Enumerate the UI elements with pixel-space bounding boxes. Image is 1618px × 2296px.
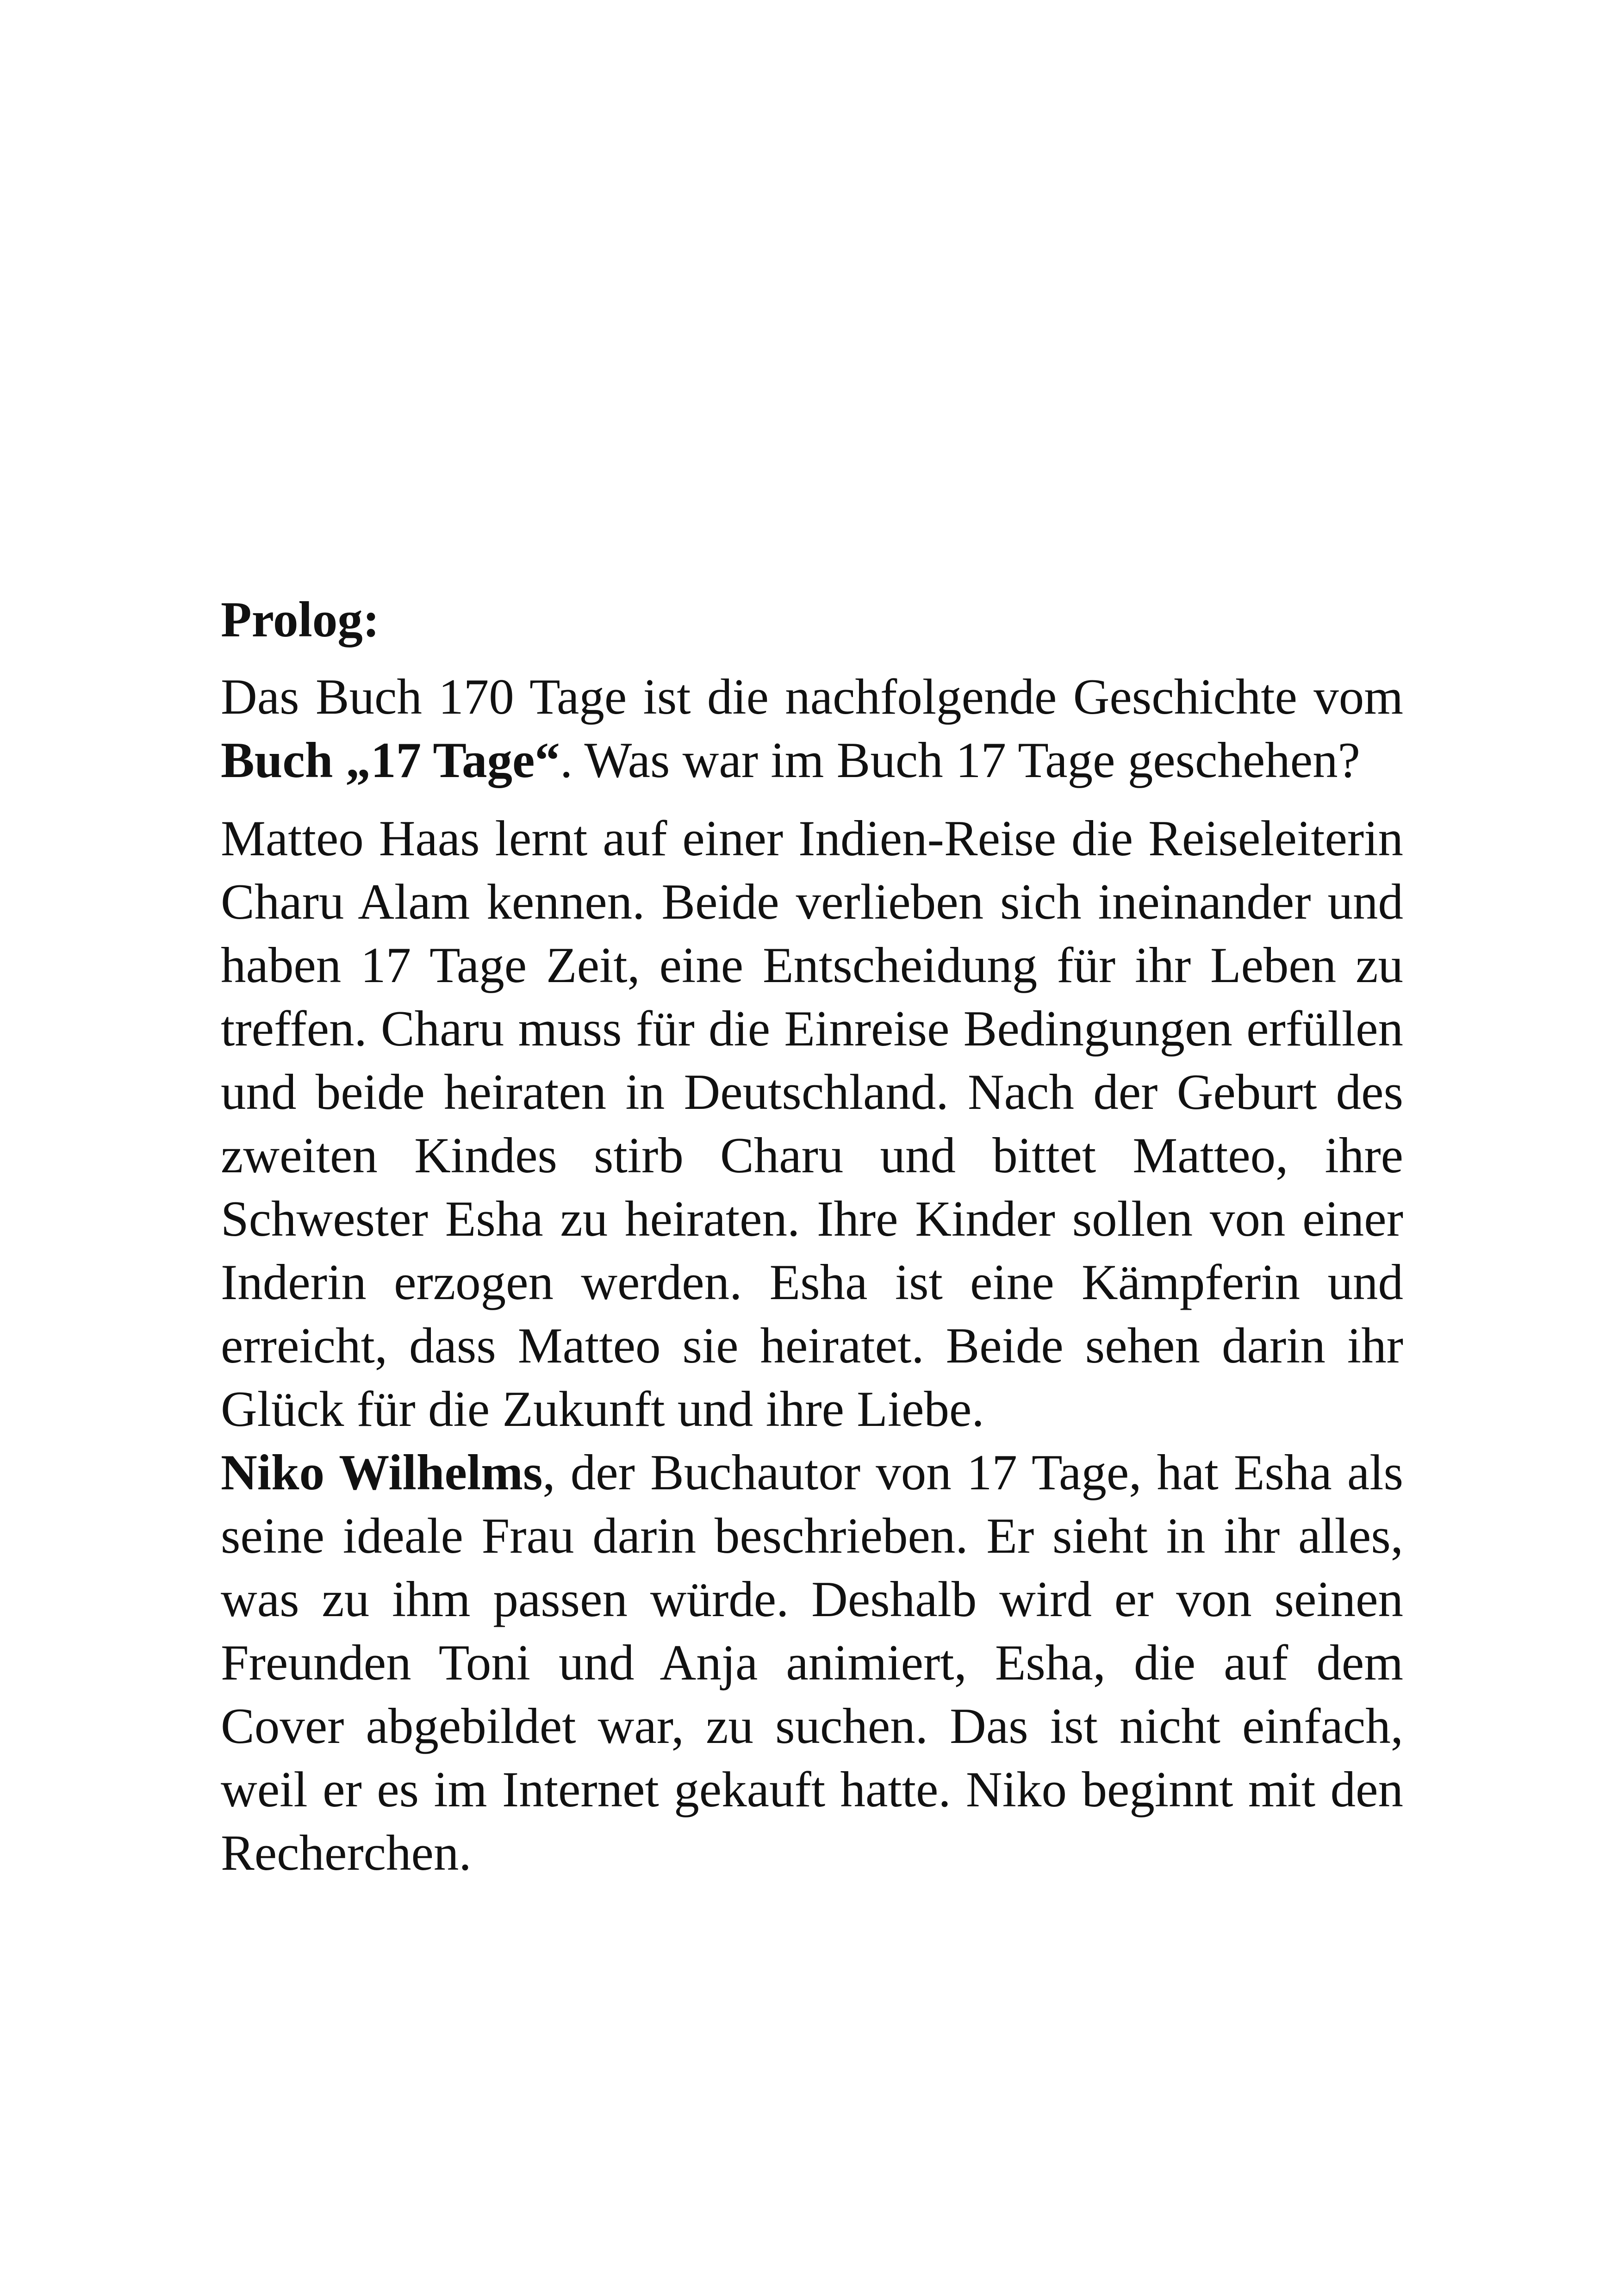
summary-paragraph: Matteo Haas lernt auf einer Indien-Reise die Reiseleiterin Charu Alam kennen. Beide verlieben sich ineinander und haben 17 Tage Zeit, eine Entscheidung für ihr Leben zu treffen. Charu muss für die Einreise Bedingungen erfüllen und beide heiraten in Deutschland. Nach der Geburt des zweiten Kindes stirb Charu und bittet Matteo, ihre Schwester Esha zu heiraten. Ihre Kinder sollen von einer Inderin erzogen werden. Esha ist eine Kämpferin und erreicht, dass Matteo sie heiratet. Beide sehen darin ihr Glück für die Zukunft und ihre Liebe. [221,810,1403,1437]
author-name: Niko Wilhelms [221,1444,543,1500]
book-title: Buch „17 Tage“ [221,732,560,788]
author-paragraph [221,1441,1403,1885]
intro-paragraph [221,665,1403,792]
intro-text-end: . Was war im Buch 17 Tage geschehen? [560,732,1361,788]
intro-text-start: Das Buch 170 Tage ist die nachfolgende Geschichte vom [221,669,1403,725]
prolog-section [221,588,1403,1885]
prolog-heading: Prolog: [221,591,380,647]
author-paragraph-text: , der Buchautor von 17 Tage, hat Esha als seine ideale Frau darin beschrieben. Er sieht in ihr alles, was zu ihm passen würde. Deshalb wird er von seinen Freunden Toni und Anja animiert, Esha, die auf dem Cover abgebildet war, zu suchen. Das ist nicht einfach, weil er es im Internet gekauft hatte. Niko beginnt mit den Recherchen. [221,1444,1404,1881]
